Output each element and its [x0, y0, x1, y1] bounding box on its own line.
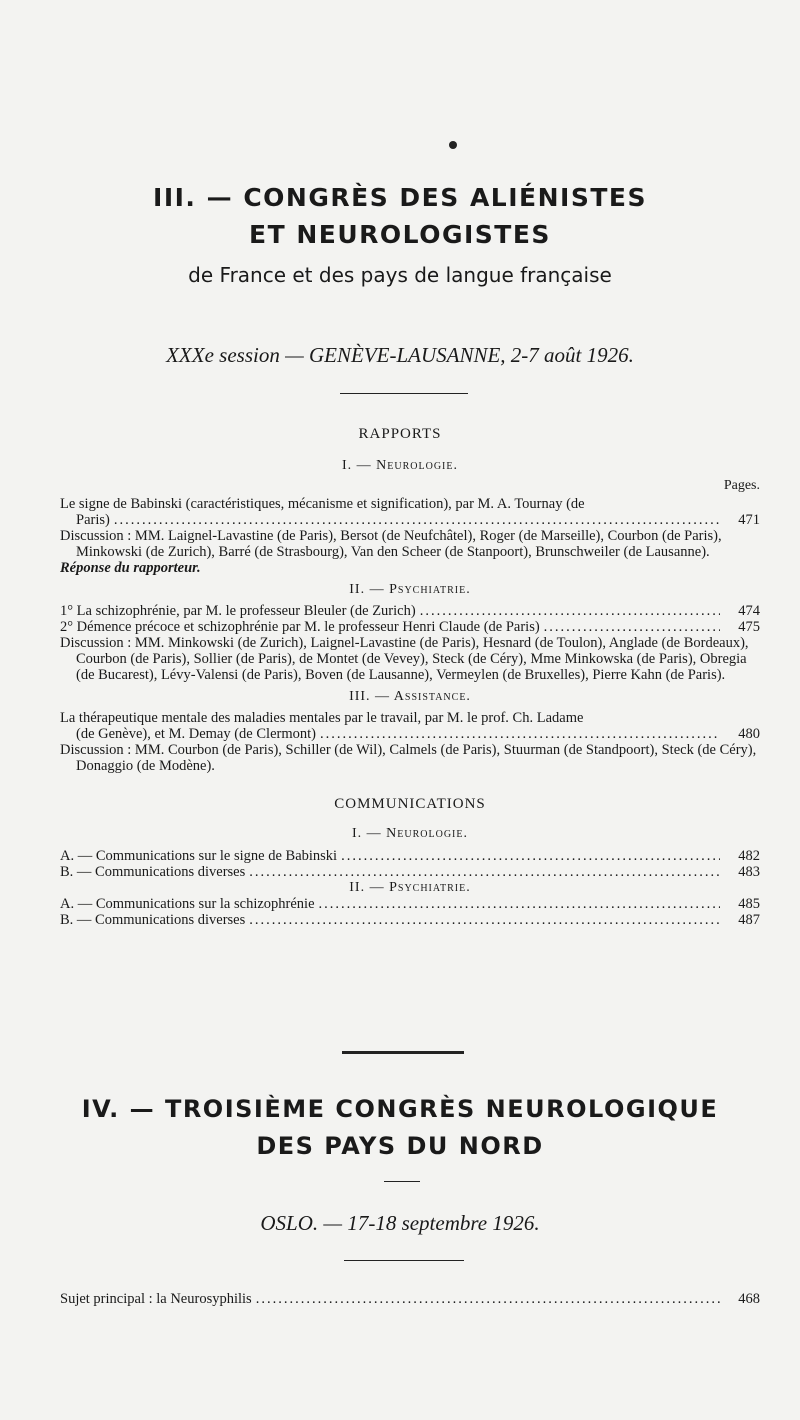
section3-session: XXXe session — GENÈVE-LAUSANNE, 2-7 août 1926.	[166, 343, 634, 367]
neuro-entry	[60, 496, 760, 528]
psy-entry-1: 1° La schizophrénie, par M. le professeur Bleuler (de Zurich) ..... 474	[60, 603, 760, 619]
neuro-discussion: Discussion : MM. Laignel-Lavastine (de Paris), Bersot (de Neufchâtel), Roger (de Marseille), Courbon (de Paris), Minkowski (de Zurich), Barré (de Strasbourg), Van den Scheer (de Stanpoort), Brunschweiler (de Lausanne).	[60, 528, 722, 560]
comm-entry-b1: B. — Communications diverses ..... 483	[60, 864, 760, 880]
rapports-heading: RAPPORTS	[358, 426, 442, 442]
psy-entry-2: 2° Démence précoce et schizophrénie par M. le professeur Henri Claude (de Paris) ..... 475	[60, 619, 760, 635]
neuro-entry-text: Le signe de Babinski (caractéristiques, mécanisme et signification), par M. A. Tournay (de	[60, 496, 585, 512]
rapports-block	[60, 478, 760, 928]
section3-title-line2: ET NEUROLOGISTES	[249, 220, 551, 249]
assistance-heading: III. — Assistance.	[349, 689, 471, 704]
section3-subtitle: de France et des pays de langue française	[188, 263, 612, 287]
section3-title-line1: III. — CONGRÈS DES ALIÉNISTES	[153, 183, 647, 212]
pages-label: Pages.	[723, 478, 760, 493]
section4-title-line1: IV. — TROISIÈME CONGRÈS NEUROLOGIQUE	[81, 1095, 719, 1123]
assist-entry: (de Genève), et M. Demay (de Clermont) ..... 480	[60, 726, 760, 742]
neuro-reponse: Réponse du rapporteur.	[60, 560, 201, 576]
short-rule	[384, 1181, 420, 1182]
assist-discussion: Discussion : MM. Courbon (de Paris), Schiller (de Wil), Calmels (de Paris), Stuurman (de Standpoort), Steck (de Céry), Donaggio (de Modène).	[60, 742, 757, 774]
section4-session: OSLO. — 17-18 septembre 1926.	[260, 1211, 540, 1235]
comm-psychiatrie-heading: II. — Psychiatrie.	[349, 880, 471, 895]
communications-heading: COMMUNICATIONS	[334, 796, 486, 812]
section4-title-line2: DES PAYS DU NORD	[256, 1132, 544, 1160]
assist-entry-text: La thérapeutique mentale des maladies mentales par le travail, par M. le prof. Ch. Ladame	[60, 710, 584, 726]
divider-rule	[340, 393, 468, 394]
comm-entry-a1: A. — Communications sur le signe de Babinski ..... 482	[60, 848, 760, 864]
comm-entry-a2: A. — Communications sur la schizophrénie ..... 485	[60, 896, 760, 912]
psychiatrie-heading: II. — Psychiatrie.	[349, 582, 471, 597]
neuro-entry-last: Paris)	[76, 512, 110, 528]
comm-neurologie-heading: I. — Neurologie.	[352, 826, 468, 841]
psy-discussion: Discussion : MM. Minkowski (de Zurich), Laignel-Lavastine (de Paris), Hesnard (de Toulon), Anglade (de Bordeaux), Courbon (de Paris), Sollier (de Paris), de Montet (de Vevey), Steck (de Céry), Mme Minkowska (de Paris), Obregia (de Bucarest), Lévy-Valensi (de Paris), Boven (de Lausanne), Vermeylen (de Bruxelles), Pierre Kahn (de Paris).	[60, 635, 749, 683]
ornament-dot	[449, 141, 457, 149]
section4-subject: Sujet principal : la Neurosyphilis ..... 468	[60, 1291, 760, 1307]
neurologie-heading: I. — Neurologie.	[342, 458, 458, 473]
section-divider	[342, 1051, 464, 1054]
neuro-entry-page: 471	[738, 512, 760, 528]
comm-entry-b2: B. — Communications diverses ..... 487	[60, 912, 760, 928]
divider-rule-2	[344, 1260, 464, 1261]
